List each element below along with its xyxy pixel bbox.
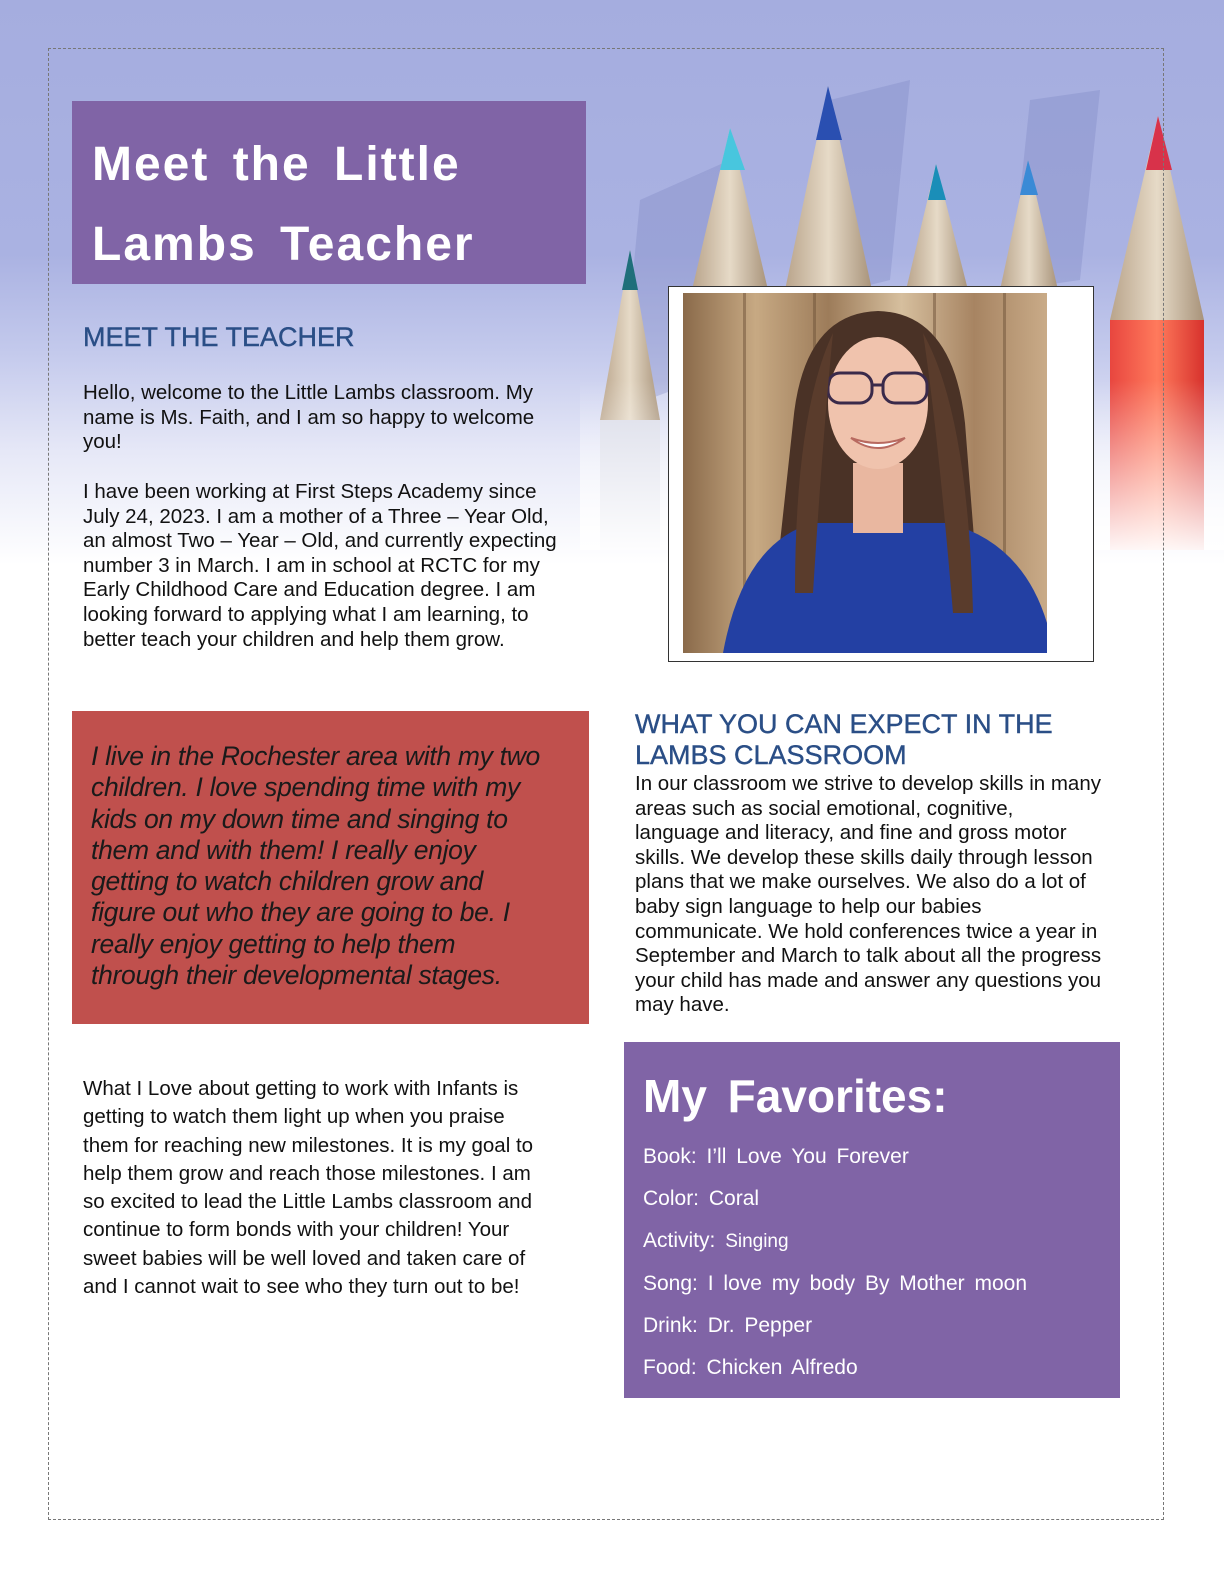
favorites-box (624, 1042, 1120, 1398)
favorite-activity: Activity: Singing (643, 1229, 789, 1252)
favorite-song: Song: I love my body By Mother moon (643, 1272, 1028, 1295)
expect-paragraph: In our classroom we strive to develop skills in many areas such as social emotional, cognitive, language and literacy, and fine and gross motor skills. We develop these skills daily through lesson plans that we make ourselves. We also do a lot of baby sign language to help our babies communicate. We hold conferences twice a year in September and March to talk about all the progress your child has made and answer any questions you may have. (635, 772, 1102, 1017)
favorite-food: Food: Chicken Alfredo (643, 1356, 858, 1379)
personal-quote-box (72, 711, 589, 1024)
bio-paragraph: I have been working at First Steps Academy since July 24, 2023. I am a mother of a Three – Year Old, an almost Two – Year – Old, and currently expecting number 3 in March. I am in school at RCTC for my Early Childhood Care and Education degree. I am looking forward to applying what I am learning, to better teach your children and help them grow. (83, 480, 557, 651)
title-banner (72, 101, 586, 284)
teacher-photo-frame (668, 286, 1094, 662)
teacher-photo (683, 293, 1047, 653)
favorite-book: Book: I’ll Love You Forever (643, 1145, 909, 1168)
meet-teacher-heading: MEET THE TEACHER (83, 322, 355, 352)
page-title: Meet the Little Lambs Teacher (92, 138, 475, 271)
intro-paragraph: Hello, welcome to the Little Lambs classroom. My name is Ms. Faith, and I am so happy to welcome you! (83, 381, 535, 454)
favorite-color: Color: Coral (643, 1187, 760, 1210)
love-paragraph: What I Love about getting to work with Infants is getting to watch them light up when you praise them for reaching new milestones. It is my goal to help them grow and reach those milestones. I am so excited to lead the Little Lambs classroom and continue to form bonds with your children! Your sweet babies will be well loved and taken care of and I cannot wait to see who they turn out to be! (83, 1077, 534, 1299)
personal-quote: I live in the Rochester area with my two children. I love spending time with my kids on my down time and singing to them and with them! I really enjoy getting to watch children grow and figure out who they are going to be. I really enjoy getting to help them through their developmental stages. (91, 741, 540, 991)
favorites-heading: My Favorites: (643, 1070, 948, 1122)
expect-heading: WHAT YOU CAN EXPECT IN THE LAMBS CLASSROOM (635, 709, 1053, 770)
favorite-drink: Drink: Dr. Pepper (643, 1314, 813, 1337)
